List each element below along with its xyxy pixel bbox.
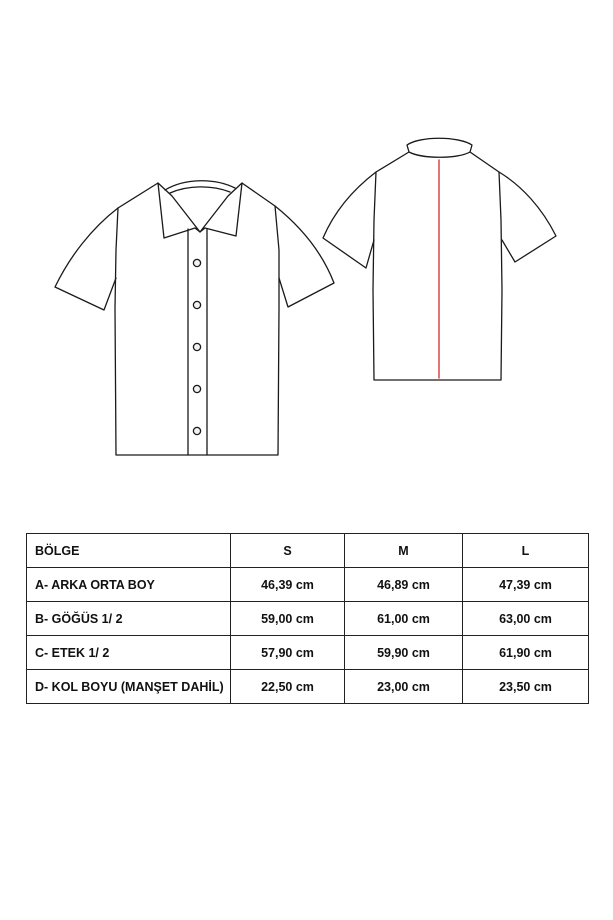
header-size-l: L [463, 534, 589, 568]
row-value-m: 61,00 cm [345, 602, 463, 636]
row-region: B- GÖĞÜS 1/ 2 [27, 602, 231, 636]
button [193, 301, 200, 308]
row-region: A- ARKA ORTA BOY [27, 568, 231, 602]
front-right-sleeve [275, 206, 334, 307]
back-right-sleeve [499, 172, 556, 262]
row-region: D- KOL BOYU (MANŞET DAHİL) [27, 670, 231, 704]
header-size-s: S [231, 534, 345, 568]
row-value-l: 47,39 cm [463, 568, 589, 602]
front-buttons [193, 259, 200, 434]
table-header-row [27, 534, 589, 568]
button [193, 427, 200, 434]
row-region: C- ETEK 1/ 2 [27, 636, 231, 670]
button [193, 343, 200, 350]
row-value-s: 46,39 cm [231, 568, 345, 602]
front-left-sleeve [55, 208, 118, 310]
front-left-collar [158, 183, 200, 238]
shirt-back-drawing [323, 138, 556, 380]
button [193, 259, 200, 266]
back-body-outline [373, 152, 502, 380]
back-left-sleeve [323, 172, 376, 268]
front-body-outline [115, 183, 279, 455]
front-right-collar [200, 183, 242, 236]
row-value-s: 59,00 cm [231, 602, 345, 636]
back-collar [407, 138, 472, 157]
row-value-s: 22,50 cm [231, 670, 345, 704]
row-value-m: 46,89 cm [345, 568, 463, 602]
table-row [27, 636, 589, 670]
table-row [27, 602, 589, 636]
row-value-m: 23,00 cm [345, 670, 463, 704]
front-neck-band [165, 181, 235, 190]
header-size-m: M [345, 534, 463, 568]
shirt-front-drawing [55, 181, 334, 455]
table-row [27, 568, 589, 602]
button [193, 385, 200, 392]
row-value-l: 23,50 cm [463, 670, 589, 704]
row-value-l: 63,00 cm [463, 602, 589, 636]
table-row [27, 670, 589, 704]
row-value-m: 59,90 cm [345, 636, 463, 670]
size-chart-table [26, 533, 589, 704]
row-value-l: 61,90 cm [463, 636, 589, 670]
row-value-s: 57,90 cm [231, 636, 345, 670]
header-region: BÖLGE [27, 534, 231, 568]
